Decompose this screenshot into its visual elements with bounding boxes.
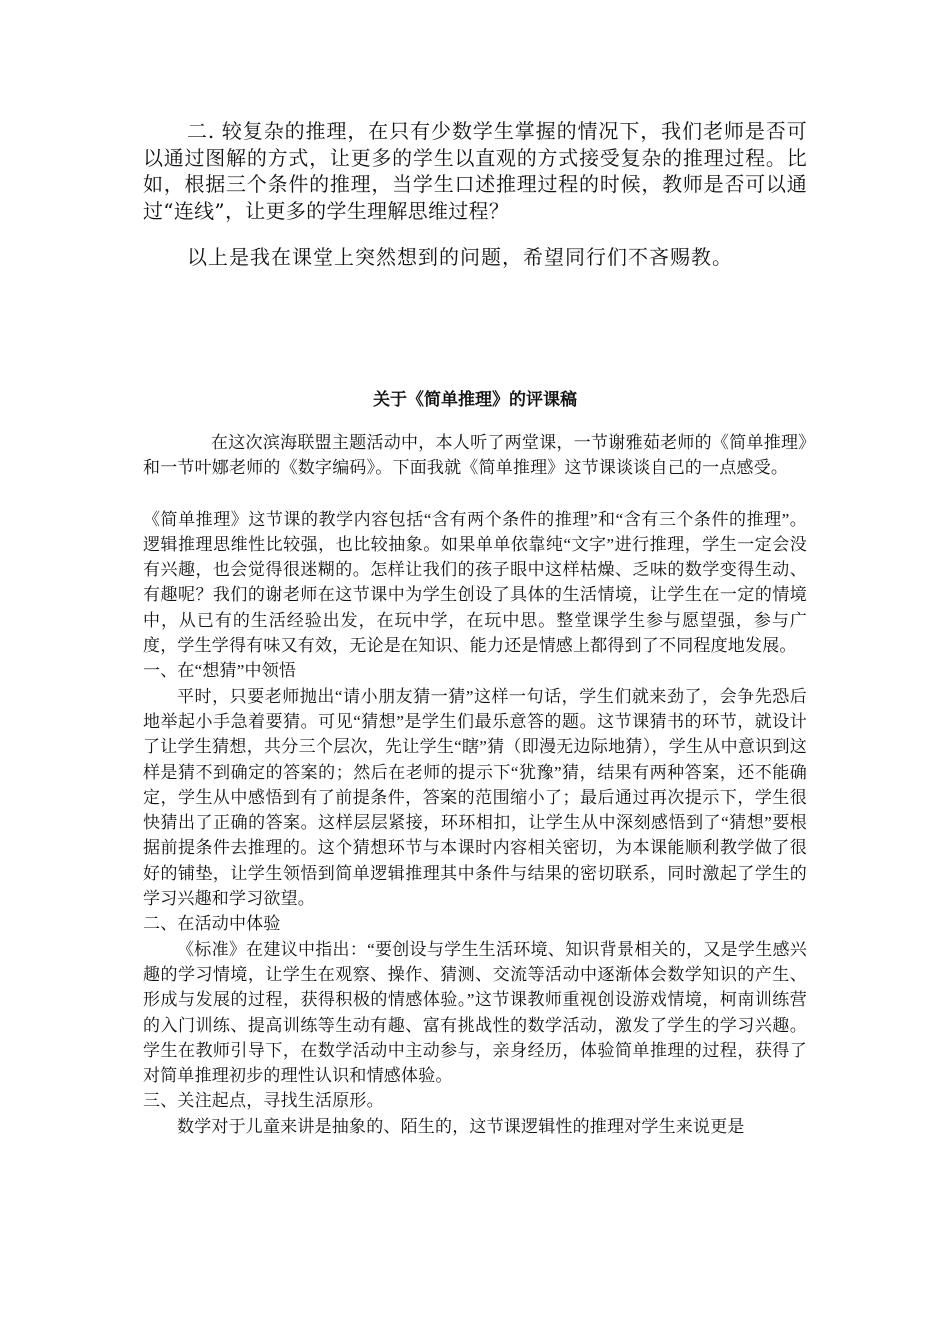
section-2-heading: 二、在活动中体验 <box>143 914 281 934</box>
reflection-paragraph: 二. 较复杂的推理，在只有少数学生掌握的情况下，我们老师是否可以通过图解的方式，让更多的学生以直观的方式接受复杂的推理过程。比如，根据三个条件的推理，当学生口述推理过程的时候，教师是否可以通过“连线”，让更多的学生理解思维过程？ <box>143 119 807 223</box>
section-2-body: 《标准》在建议中指出：“要创设与学生生活环境、知识背景相关的，又是学生感兴趣的学习情境，让学生在观察、操作、猜测、交流等活动中逐渐体会数学知识的产生、形成与发展的过程，获得积极的情感体验。”这节课教师重视创设游戏情境，柯南训练营的入门训练、提高训练等生动有趣、富有挑战性的数学活动，激发了学生的学习兴趣。学生在教师引导下，在数学活动中主动参与，亲身经历，体验简单推理的过程，获得了对简单推理初步的理性认识和情感体验。 <box>143 939 807 1086</box>
section-3-heading: 三、关注起点，寻找生活原形。 <box>143 1091 384 1111</box>
article-title: 关于《简单推理》的评课稿 <box>373 390 577 409</box>
intro-paragraph: 在这次滨海联盟主题活动中，本人听了两堂课，一节谢雅茹老师的《简单推理》和一节叶娜老师的《数字编码》。下面我就《简单推理》这节课谈谈自己的一点感受。 <box>143 433 807 478</box>
section-1-body: 平时，只要老师抛出“请小朋友猜一猜”这样一句话，学生们就来劲了，会争先恐后地举起小手急着要猜。可见“猜想”是学生们最乐意答的题。这节课猜书的环节，就设计了让学生猜想，共分三个层次，先让学生“瞎”猜（即漫无边际地猜），学生从中意识到这样是猜不到确定的答案的；然后在老师的提示下“犹豫”猜，结果有两种答案，还不能确定，学生从中感悟到有了前提条件，答案的范围缩小了；最后通过再次提示下，学生很快猜出了正确的答案。这样层层紧接，环环相扣，让学生从中深刻感悟到了“猜想”要根据前提条件去推理的。这个猜想环节与本课时内容相关密切，为本课能顺利教学做了很好的铺垫，让学生领悟到简单逻辑推理其中条件与结果的密切联系，同时激起了学生的学习兴趣和学习欲望。 <box>143 686 807 909</box>
section-1-heading: 一、在“想猜”中领悟 <box>143 661 297 681</box>
section-3-body: 数学对于儿童来讲是抽象的、陌生的，这节课逻辑性的推理对学生来说更是 <box>177 1116 745 1136</box>
paragraph-gap <box>143 481 807 507</box>
closing-paragraph: 以上是我在课堂上突然想到的问题，希望同行们不吝赐教。 <box>187 245 733 269</box>
overview-paragraph: 《简单推理》这节课的教学内容包括“含有两个条件的推理”和“含有三个条件的推理”。逻辑推理思维性比较强，也比较抽象。如果单单依靠纯“文字”进行推理，学生一定会没有兴趣，也会觉得很迷糊的。怎样让我们的孩子眼中这样枯燥、乏味的数学变得生动、有趣呢？我们的谢老师在这节课中为学生创设了具体的生活情境，让学生在一定的情境中，从已有的生活经验出发，在玩中学，在玩中思。整堂课学生参与愿望强，参与广度，学生学得有味又有效，无论是在知识、能力还是情感上都得到了不同程度地发展。 <box>143 509 807 656</box>
previous-article-ending <box>143 118 807 271</box>
article-body <box>143 430 807 1139</box>
